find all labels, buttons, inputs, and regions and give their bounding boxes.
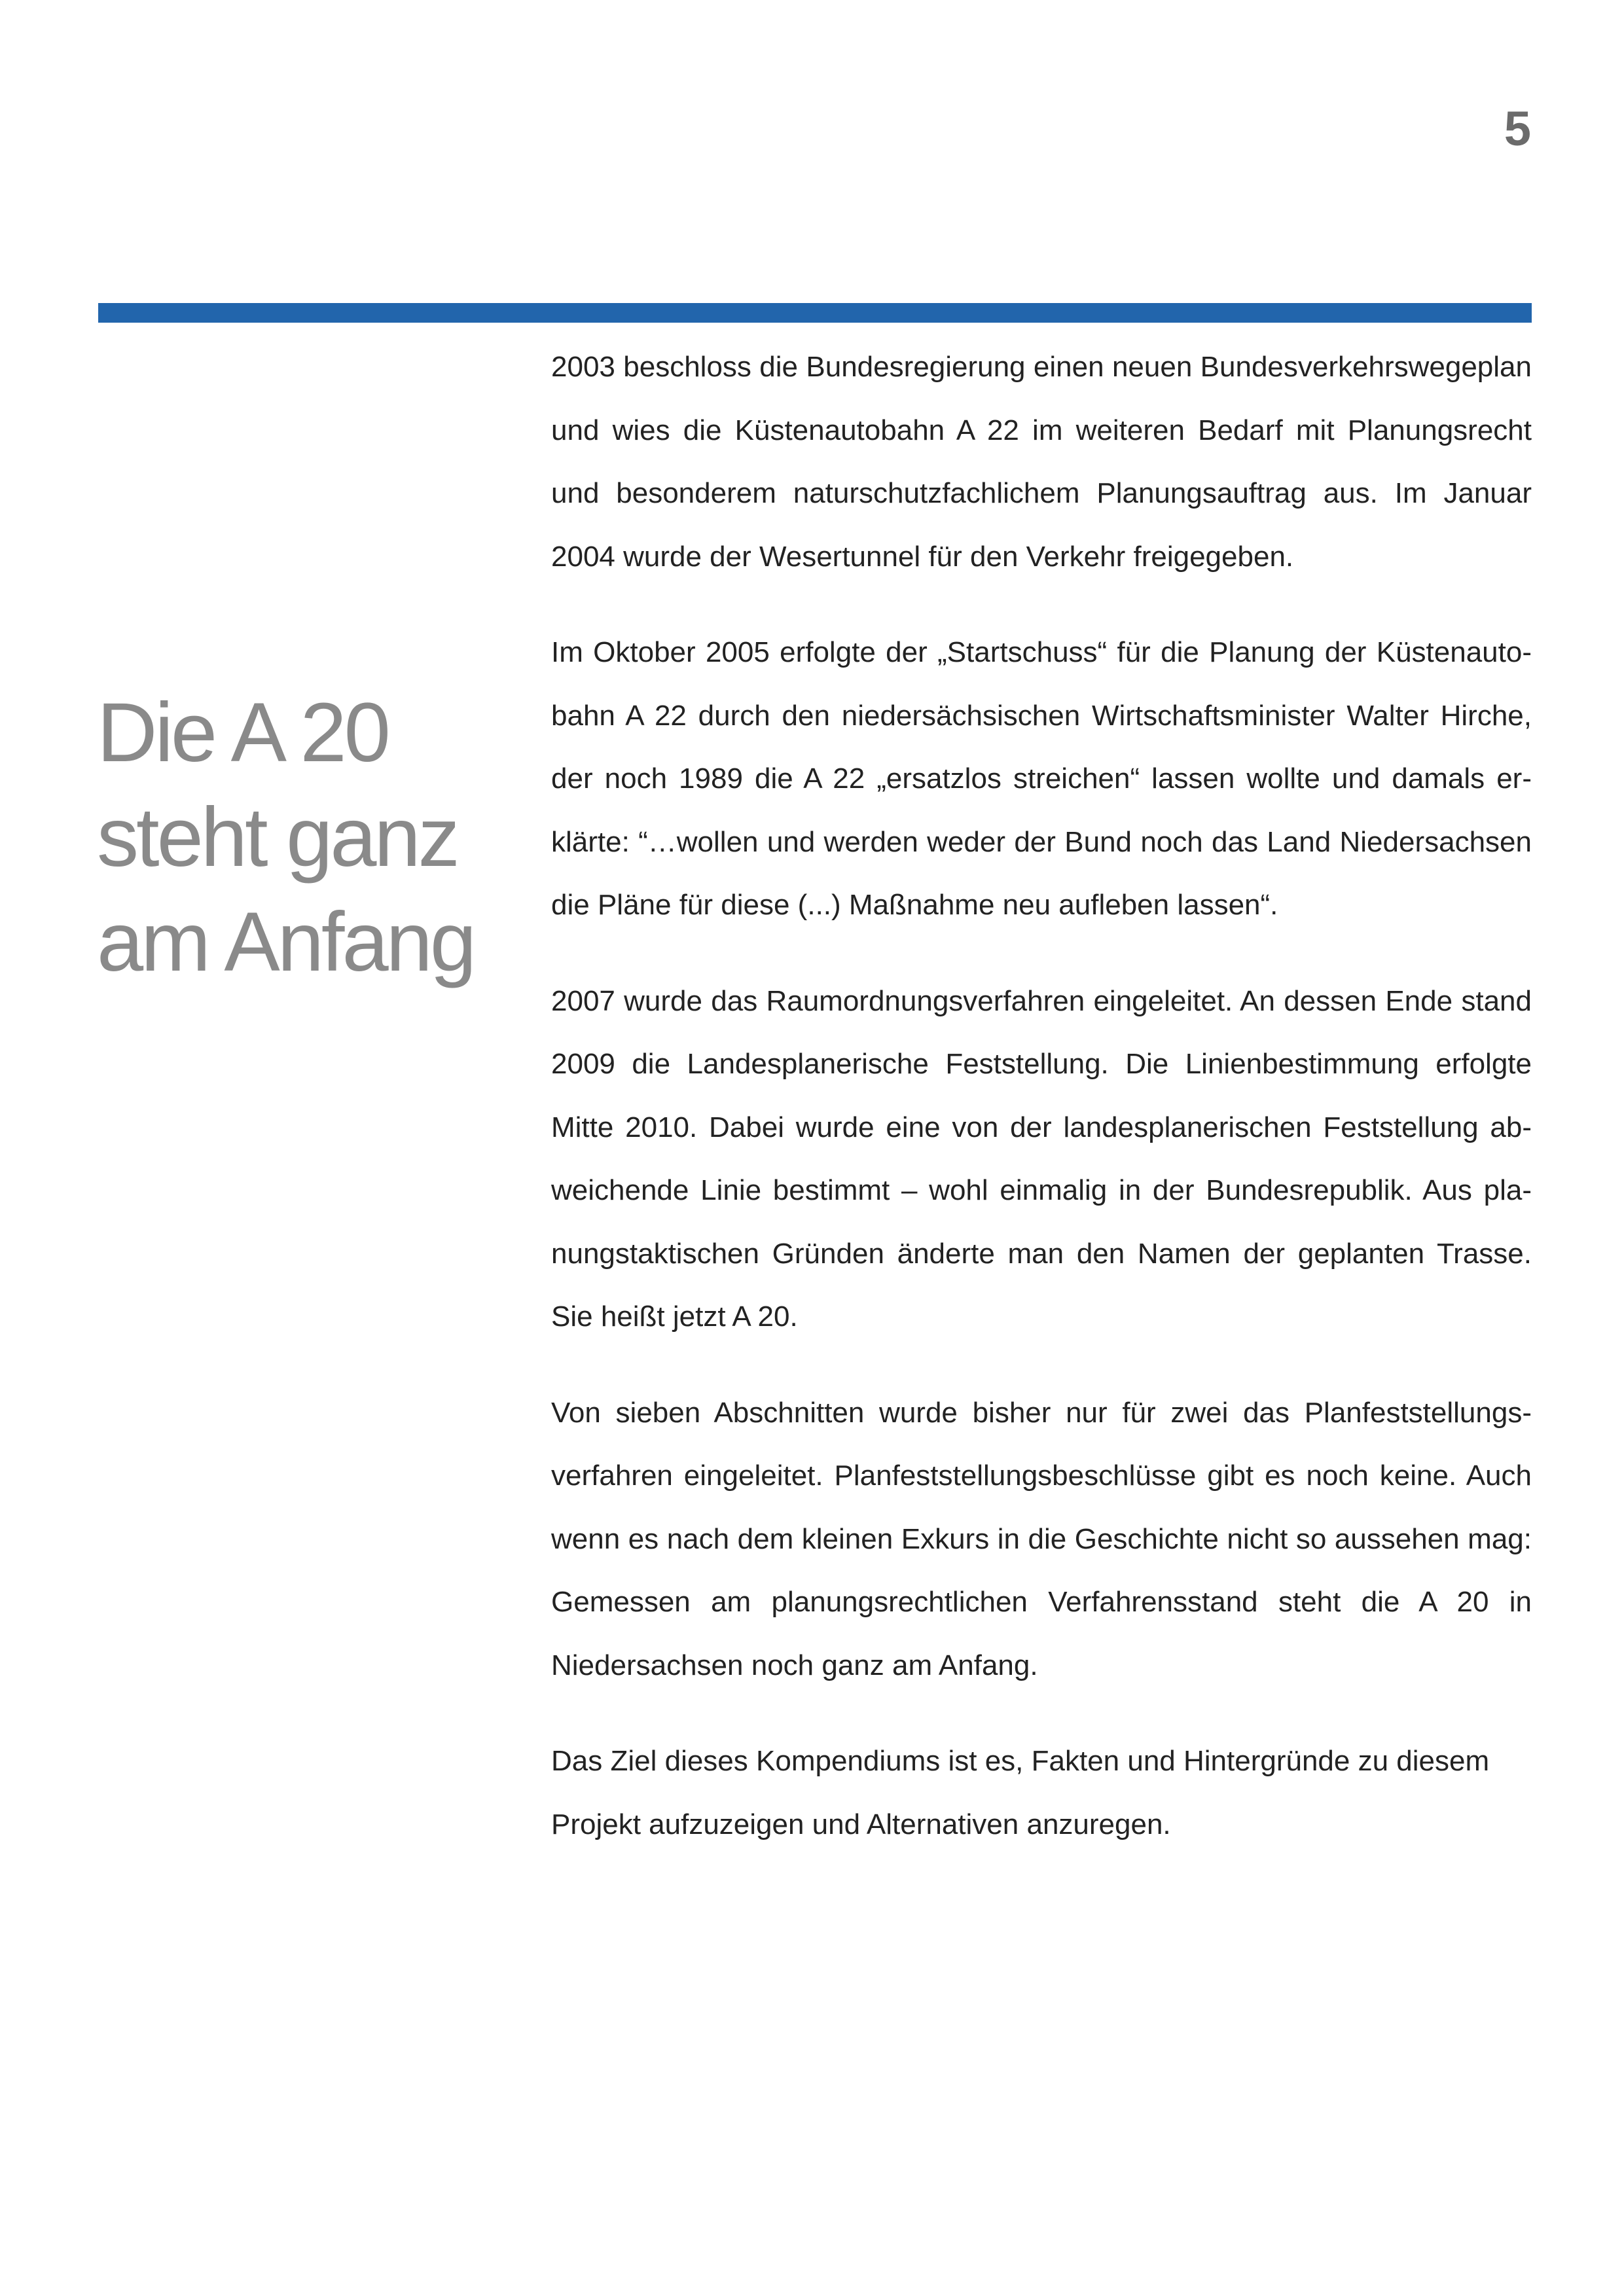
paragraph: Von sieben Abschnitten wurde bisher nur für zwei das Planfeststellungsverfahren eingeleitet. Planfeststellungsbeschlüsse gibt es noch keine. Auch wenn es nach dem kleinen Exkurs in die Geschichte nicht so aussehen mag: Gemessen am planungsrechtlichen Verfahrensstand steht die A 20 in Niedersachsen noch ganz am Anfang. xyxy=(551,1396,1532,1681)
paragraph: Im Oktober 2005 erfolgte der „Startschuss“ für die Planung der Küstenautobahn A 22 durch den niedersächsischen Wirtschaftsminister Walter Hirche, der noch 1989 die A 22 „ersatzlos streichen“ lassen wollte und damals erklärte: “…wollen und werden weder der Bund noch das Land Niedersachsen die Pläne für diese (...) Maßnahme neu aufleben lassen“. xyxy=(551,636,1532,921)
page-number: 5 xyxy=(1504,101,1531,156)
section-heading-line: steht ganz xyxy=(97,791,458,884)
section-heading-line: Die A 20 xyxy=(97,686,388,780)
section-heading-line: am Anfang xyxy=(97,895,474,989)
paragraph: Das Ziel dieses Kompendiums ist es, Fakten und Hintergründe zu diesem Projekt aufzuzeigen und Alternativen anzuregen. xyxy=(551,1745,1490,1840)
section-heading xyxy=(97,681,503,995)
accent-rule xyxy=(98,303,1532,323)
paragraph: 2007 wurde das Raumordnungsverfahren eingeleitet. An dessen Ende stand 2009 die Landesplanerische Feststellung. Die Linienbestimmung erfolgte Mitte 2010. Dabei wurde eine von der landesplanerischen Feststellung abweichende Linie bestimmt – wohl einmalig in der Bundesrepublik. Aus planungstaktischen Gründen änderte man den Namen der geplanten Trasse. Sie heißt jetzt A 20. xyxy=(551,984,1532,1333)
paragraph: 2003 beschloss die Bundesregierung einen neuen Bundesverkehrswegeplan und wies die Küstenautobahn A 22 im weiteren Bedarf mit Planungsrecht und besonderem naturschutzfachlichem Planungsauftrag aus. Im Januar 2004 wurde der Wesertunnel für den Verkehr freigegeben. xyxy=(551,351,1532,573)
body-text xyxy=(551,336,1532,1889)
